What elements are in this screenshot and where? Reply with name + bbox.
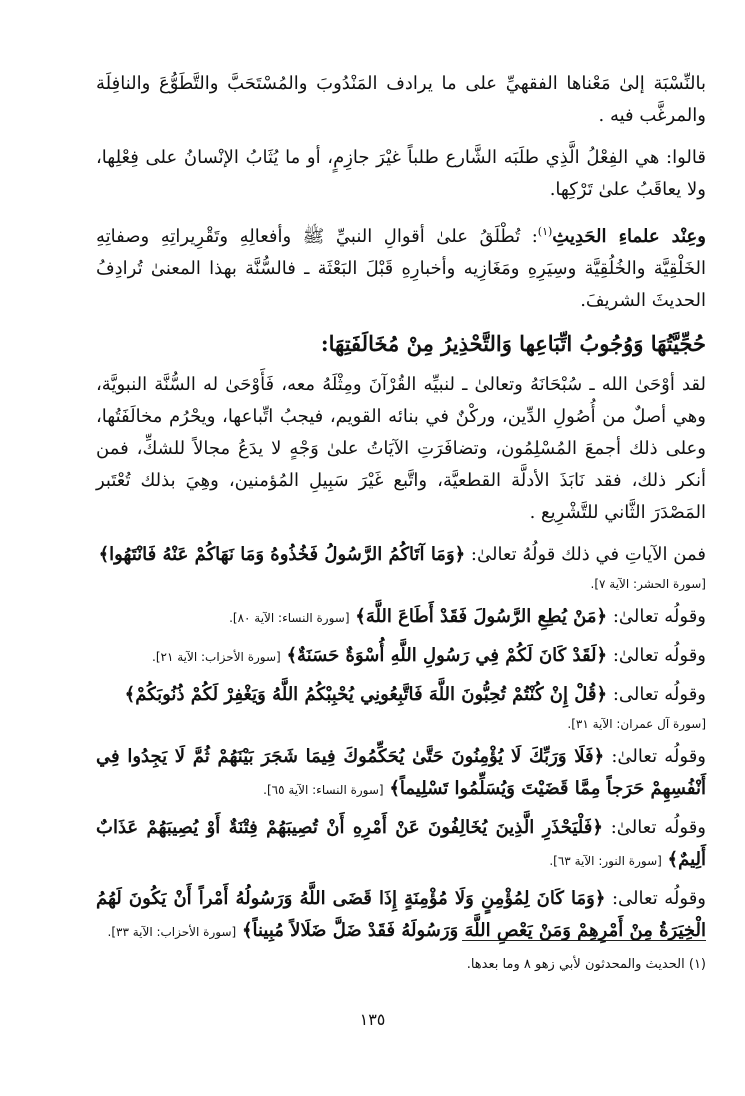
verse-7-intro: وقولُه تعالى: xyxy=(611,888,706,909)
paragraph-3-text: : تُطْلَقُ علىٰ أقوالِ النبيِّ ﷺ وأفعالِهِ وتَقْرِيراتِهِ وصفاتِهِ الخَلْقِيَّة والخُلُقِيَّة وسِيَرِهِ ومَغَازِيه وأخبارِهِ قَبْلَ البَعْثَة ـ فالسُّنَّة بهذا المعنىٰ تُرادِفُ الحديثَ الشريفَ. xyxy=(96,226,706,311)
verse-4-intro: وقولُه تعالى: xyxy=(612,684,706,705)
footnote-reference[interactable]: (١) xyxy=(537,225,553,238)
footnote-divider xyxy=(462,940,706,941)
verse-4-text: ﴿قُلْ إِنْ كُنْتُمْ تُحِبُّونَ اللَّهَ فَاتَّبِعُونِي يُحْبِبْكُمُ اللَّهُ وَيَغْفِرْ لَكُمْ ذُنُوبَكُمْ﴾ xyxy=(124,684,608,705)
verse-block-7 xyxy=(96,883,706,948)
verse-5-cite: [سورة النساء: الآية ٦٥]. xyxy=(263,783,384,797)
verse-4-citation xyxy=(96,713,706,735)
verse-block-1 xyxy=(96,539,706,571)
verse-block-4 xyxy=(96,679,706,711)
section-heading: حُجِّيَّتُهَا وَوُجُوبُ اتِّبَاعِها وَالتَّحْذِيرُ مِنْ مُخَالَفَتِهَا: xyxy=(320,331,706,356)
verse-block-3 xyxy=(96,640,706,673)
verse-4-cite: [سورة آل عمران: الآية ٣١]. xyxy=(567,717,706,731)
verse-7-cite: [سورة الأحزاب: الآية ٣٣]. xyxy=(107,925,237,939)
verse-1-intro: فمن الآياتِ في ذلك قولُهُ تعالىٰ: xyxy=(470,544,706,565)
verse-6-intro: وقولُه تعالىٰ: xyxy=(610,817,706,838)
verse-6-cite: [سورة النور: الآية ٦٣]. xyxy=(549,854,662,868)
verse-2-text: ﴿مَنْ يُطِعِ الرَّسُولَ فَقَدْ أَطَاعَ اللَّهَ﴾ xyxy=(355,606,608,627)
verse-3-intro: وقولُه تعالىٰ: xyxy=(612,645,706,666)
verse-block-5 xyxy=(96,741,706,806)
verse-2-cite: [سورة النساء: الآية ٨٠]. xyxy=(229,611,350,625)
verse-3-cite: [سورة الأحزاب: الآية ٢١]. xyxy=(152,650,281,664)
paragraph-2 xyxy=(96,142,706,206)
verse-1-text: ﴿وَمَا آتَاكُمُ الرَّسُولُ فَخُذُوهُ وَمَا نَهَاكُمْ عَنْهُ فَانْتَهُوا﴾ xyxy=(98,544,466,565)
verse-block-6 xyxy=(96,812,706,877)
footnote xyxy=(96,954,706,976)
paragraph-2-text: قالوا: هي الفِعْلُ الَّذِي طلَبَه الشَّارع طلباً غيْرَ جازِمٍ، أو ما يُثَابُ الإنْسانُ على فِعْلِها، ولا يعاقَبُ علىٰ تَرْكِها. xyxy=(96,147,706,200)
verse-5-intro: وقولُه تعالىٰ: xyxy=(611,746,706,767)
hadith-scholars-lead: وعِنْد علماءِ الحَدِيثِ xyxy=(552,226,706,247)
page-number: ١٣٥ xyxy=(359,1010,386,1029)
paragraph-1 xyxy=(96,68,706,132)
verse-block-2 xyxy=(96,601,706,634)
verse-7-text: ﴿وَمَا كَانَ لِمُؤْمِنٍ وَلَا مُؤْمِنَةٍ إِذَا قَضَى اللَّهُ وَرَسُولُهُ أَمْراً أَنْ يَكُونَ لَهُمُ الْخِيَرَةُ مِنْ أَمْرِهِمْ وَمَنْ يَعْصِ اللَّهَ وَرَسُولَهُ فَقَدْ ضَلَّ ضَلَالاً مُبِيناً﴾ xyxy=(96,888,706,941)
page-body xyxy=(96,68,706,954)
verse-3-text: ﴿لَقَدْ كَانَ لَكُمْ فِي رَسُولِ اللَّهِ أُسْوَةٌ حَسَنَةٌ﴾ xyxy=(286,645,608,666)
verse-2-intro: وقولُه تعالىٰ: xyxy=(612,606,706,627)
verse-1-cite: [سورة الحشر: الآية ٧]. xyxy=(590,577,706,591)
footnote-text: (١) الحديث والمحدثون لأبي زهو ٨ وما بعدها. xyxy=(466,957,706,972)
paragraph-3 xyxy=(96,216,706,317)
paragraph-1-text: بالنِّسْبَة إلىٰ مَعْناها الفقهيِّ على ما يرادف المَنْدُوبَ والمُسْتَحَبَّ والتَّطَوُّعَ والنافِلَة والمرغَّب فيه . xyxy=(96,73,706,126)
paragraph-4 xyxy=(96,369,706,529)
verse-6-text: ﴿فَلْيَحْذَرِ الَّذِينَ يُخَالِفُونَ عَنْ أَمْرِهِ أَنْ تُصِيبَهُمْ فِتْنَةٌ أَوْ يُصِيبَهُمْ عَذَابٌ أَلِيمٌ﴾ xyxy=(96,817,706,870)
verse-1-citation xyxy=(96,573,706,595)
verse-5-text: ﴿فَلَا وَرَبِّكَ لَا يُؤْمِنُونَ حَتَّىٰ يُحَكِّمُوكَ فِيمَا شَجَرَ بَيْنَهُمْ ثُمَّ لَا يَجِدُوا فِي أَنْفُسِهِمْ حَرَجاً مِمَّا قَضَيْتَ وَيُسَلِّمُوا تَسْلِيماً﴾ xyxy=(96,746,706,799)
paragraph-4-text: لقد أوْحَىٰ الله ـ سُبْحَانَهُ وتعالىٰ ـ لنبيِّه القُرْآنَ ومِثْلَهُ معه، فَأَوْحَىٰ له السُّنَّة النبويَّة، وهي أصلٌ من أُصُولِ الدِّين، وركْنٌ في بنائه القويم، فيجبُ اتِّباعها، ويحْرُم مخالَفَتُها، وعلى ذلك أجمعَ المُسْلِمُون، وتضافَرَتِ الآيَاتُ علىٰ وَجْهٍ لا يدَعُ مجالاً للشكِّ، فمن أنكر ذلك، فقد نَابَذَ الأدلَّة القطعيَّة، واتَّبع غَيْرَ سَبِيلِ المُؤمنين، وهِيَ بذلك تُعْتَبر المَصْدَرَ الثَّاني للتَّشْرِيع . xyxy=(96,374,706,523)
